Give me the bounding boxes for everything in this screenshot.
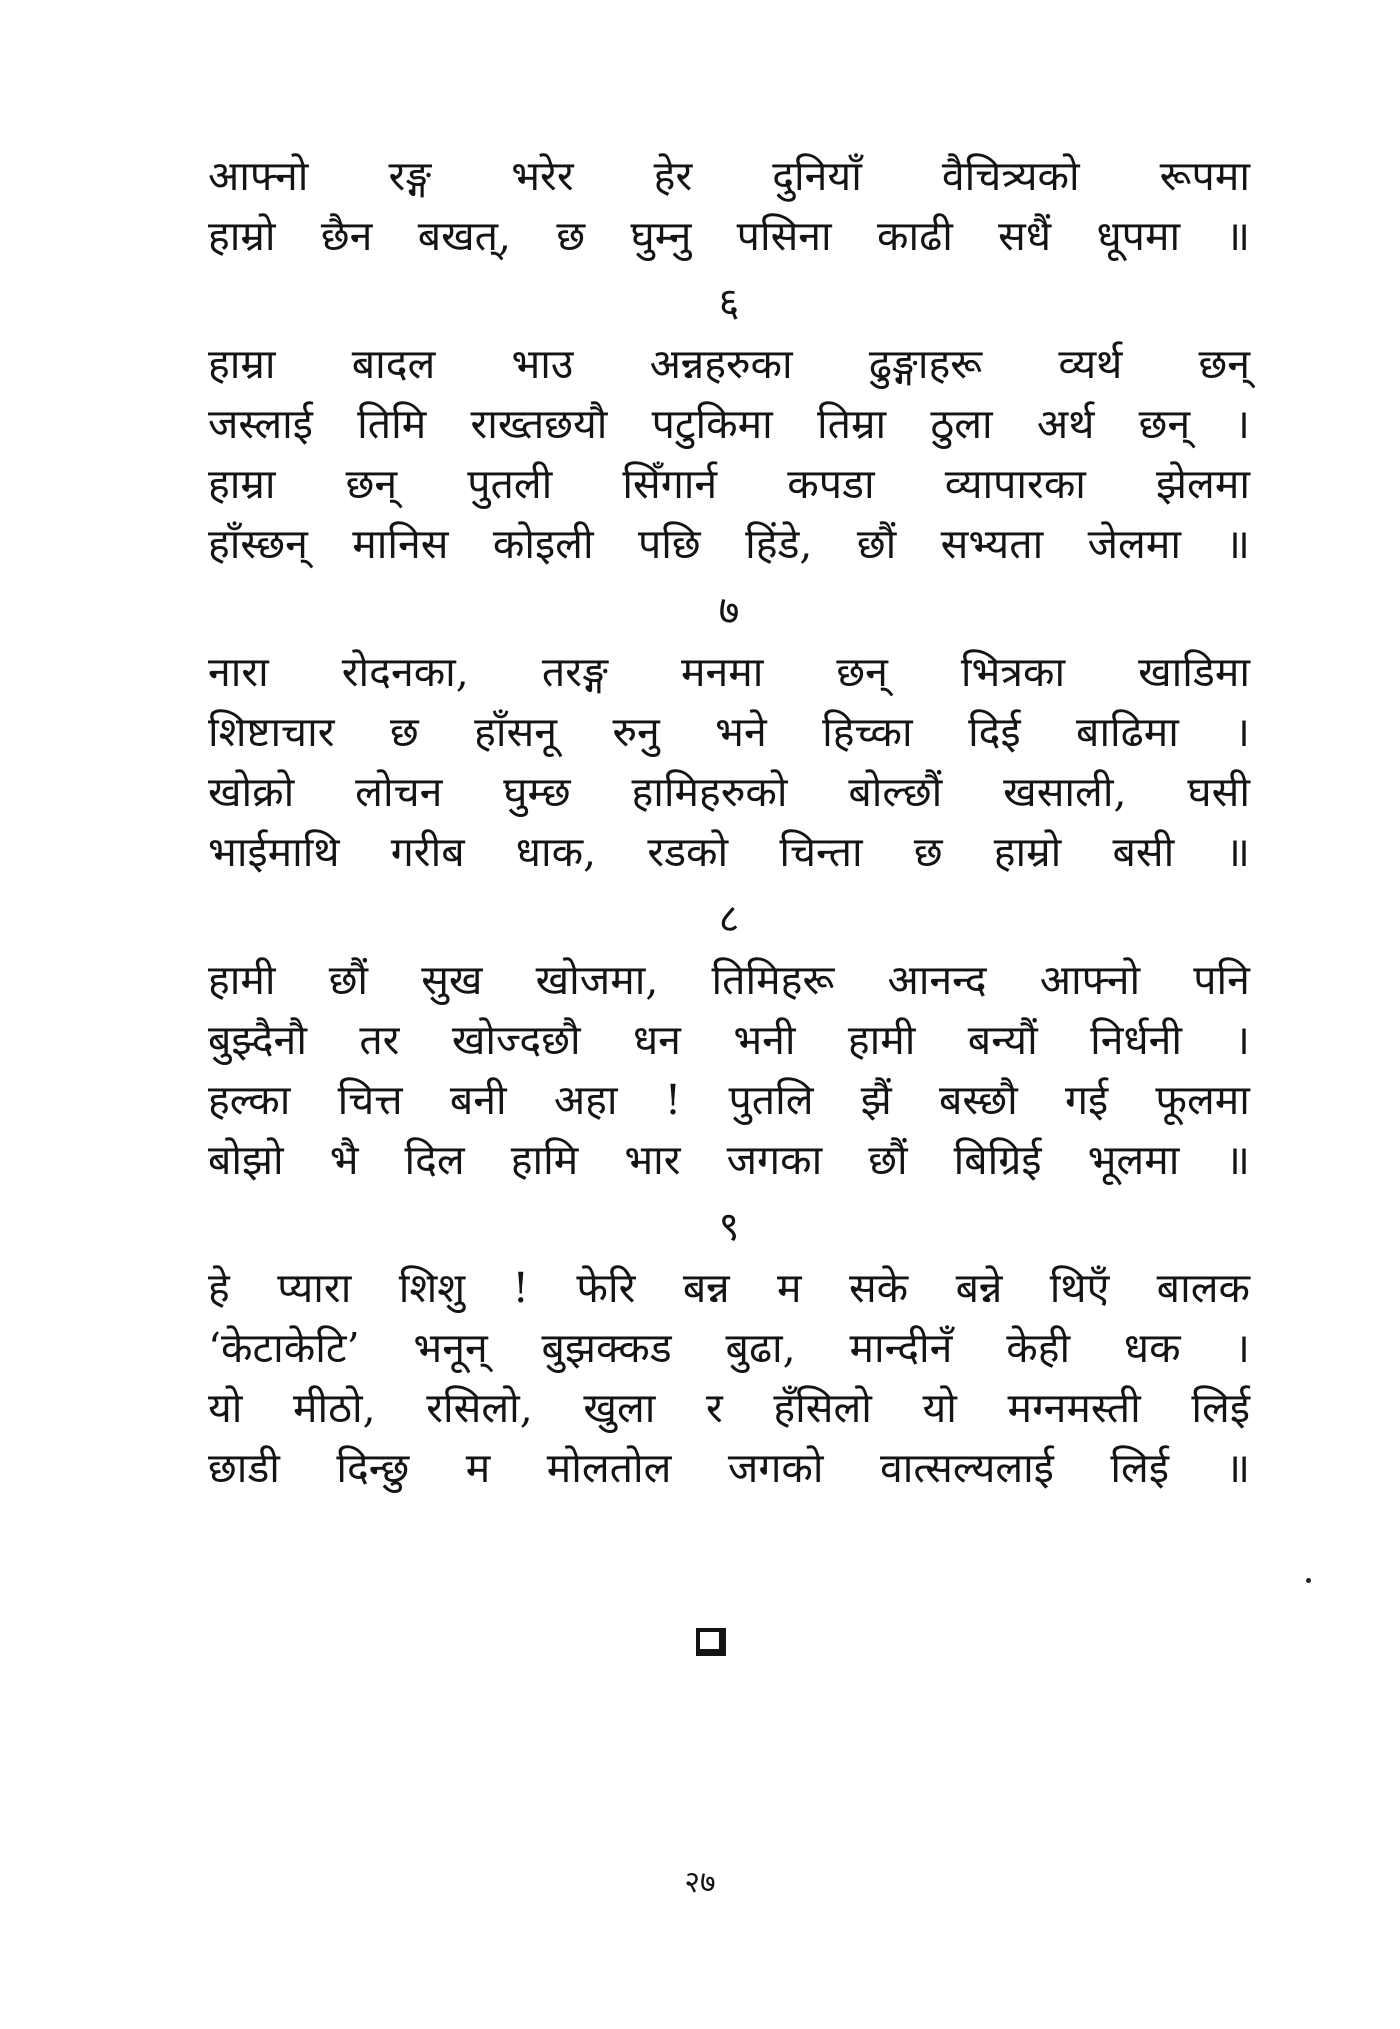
poem-word: घुम्छ: [503, 768, 571, 816]
poem-word: लिई: [1110, 1444, 1169, 1492]
poem-word: झेलमा: [1156, 460, 1250, 508]
poem-word: बन्ने: [955, 1264, 1003, 1312]
poem-word: पनि: [1193, 956, 1250, 1004]
poem-line: [208, 1130, 1250, 1190]
poem-line: [208, 1318, 1250, 1378]
poem-word: सधैं: [998, 212, 1052, 260]
poem-word: भै: [329, 1136, 359, 1184]
poem-word: तर: [359, 1016, 400, 1064]
poem-word: बन्न: [682, 1264, 730, 1312]
poem-word: छ: [556, 212, 586, 260]
poem-word: ॥: [1225, 212, 1250, 260]
poem-word: हामि: [510, 1136, 579, 1184]
poem-word: !: [664, 1076, 682, 1124]
stanza-8: [208, 950, 1250, 1190]
poem-word: ॥: [1225, 1444, 1250, 1492]
poem-word: रडको: [647, 828, 729, 876]
poem-word: बाढिमा: [1076, 708, 1179, 756]
poem-word: सिँगार्न: [622, 460, 718, 508]
poem-word: खुला: [583, 1384, 656, 1432]
poem-line: [208, 334, 1250, 394]
poem-word: छन्: [345, 460, 398, 508]
poem-word: जगको: [727, 1444, 824, 1492]
scan-speck: [1306, 1578, 1311, 1583]
poem-word: दुनियाँ: [772, 152, 862, 200]
poem-word: छन्: [836, 648, 888, 696]
poem-word: छौं: [856, 520, 897, 568]
poem-word: पुतलि: [728, 1076, 814, 1124]
poem-word: भित्रका: [960, 648, 1066, 696]
poem-body: [208, 146, 1250, 1498]
poem-word: राख्तछयौ: [470, 400, 608, 448]
poem-word: छौं: [868, 1136, 908, 1184]
poem-word: रसिलो,: [426, 1384, 533, 1432]
poem-word: दिई: [968, 708, 1021, 756]
poem-word: काढी: [877, 212, 953, 260]
poem-word: धूपमा: [1096, 212, 1181, 260]
poem-word: धाक,: [515, 828, 597, 876]
poem-word: रोदनका,: [341, 648, 469, 696]
poem-word: बुझ्दैनौ: [208, 1016, 307, 1064]
poem-word: तिमिहरू: [711, 956, 835, 1004]
poem-word: कोइली: [492, 520, 594, 568]
poem-word: बन्यौं: [967, 1016, 1038, 1064]
poem-word: बसी: [1112, 828, 1175, 876]
poem-word: ।: [1234, 400, 1250, 448]
poem-line: [208, 762, 1250, 822]
poem-word: खोक्रो: [208, 768, 295, 816]
poem-word: रूपमा: [1159, 152, 1250, 200]
poem-word: भरेर: [511, 152, 574, 200]
poem-word: हामी: [208, 956, 276, 1004]
poem-word: छैन: [320, 212, 373, 260]
poem-word: भाईमाथि: [208, 828, 340, 876]
poem-word: भाउ: [511, 340, 574, 388]
poem-word: ठुला: [930, 400, 993, 448]
poem-word: प्यारा: [277, 1264, 352, 1312]
poem-word: म: [777, 1264, 802, 1312]
poem-word: दिन्छु: [336, 1444, 410, 1492]
poem-word: पसिना: [736, 212, 832, 260]
poem-word: छन्: [1138, 400, 1191, 448]
poem-word: शिष्टाचार: [208, 708, 335, 756]
poem-word: यो: [922, 1384, 957, 1432]
stanza-number: ८: [718, 896, 740, 942]
poem-line: [208, 702, 1250, 762]
poem-word: सभ्यता: [940, 520, 1044, 568]
poem-word: छ: [389, 708, 419, 756]
poem-word: हे: [208, 1264, 230, 1312]
hollow-square-end-mark-icon: [696, 1628, 726, 1656]
poem-word: भनून्: [413, 1324, 488, 1372]
poem-word: झैं: [860, 1076, 892, 1124]
poem-word: बालक: [1156, 1264, 1250, 1312]
poem-word: आफ्नो: [1039, 956, 1141, 1004]
poem-word: आफ्नो: [208, 152, 309, 200]
poem-word: भूलमा: [1087, 1136, 1180, 1184]
poem-line: [208, 822, 1250, 882]
poem-word: छ: [913, 828, 943, 876]
poem-word: चित्त: [337, 1076, 403, 1124]
poem-word: हाम्रो: [993, 828, 1062, 876]
poem-line: [208, 950, 1250, 1010]
poem-word: खसाली,: [1003, 768, 1127, 816]
stanza-number: ६: [718, 280, 740, 326]
page-number: २७: [684, 1865, 716, 1900]
poem-word: पटुकिमा: [651, 400, 773, 448]
poem-word: तिमि: [357, 400, 427, 448]
stanza-6: [208, 334, 1250, 574]
poem-word: धन: [632, 1016, 681, 1064]
poem-word: खोजमा,: [535, 956, 659, 1004]
poem-word: थिएँ: [1049, 1264, 1110, 1312]
poem-word: म: [465, 1444, 491, 1492]
poem-word: सके: [848, 1264, 909, 1312]
poem-word: तरङ्ग: [541, 648, 608, 696]
poem-word: रङ्ग: [388, 152, 432, 200]
poem-word: ढुङ्गाहरू: [868, 340, 983, 388]
poem-word: हाँस्छन्: [208, 520, 308, 568]
poem-word: गई: [1064, 1076, 1109, 1124]
poem-word: बुझक्कड: [541, 1324, 672, 1372]
poem-word: भने: [715, 708, 767, 756]
poem-line: [208, 1070, 1250, 1130]
poem-line: [208, 454, 1250, 514]
poem-word: हाम्रा: [208, 340, 276, 388]
poem-line: [208, 1378, 1250, 1438]
poem-line: [208, 1010, 1250, 1070]
poem-word: अर्थ: [1036, 400, 1095, 448]
poem-word: गरीब: [390, 828, 465, 876]
poem-word: पुतली: [467, 460, 553, 508]
poem-word: हाम्रा: [208, 460, 276, 508]
poem-word: बखत्,: [417, 212, 512, 260]
poem-word: भनी: [733, 1016, 796, 1064]
poem-word: बिग्रिई: [953, 1136, 1042, 1184]
poem-word: हँसिलो: [773, 1384, 872, 1432]
poem-word: ॥: [1225, 828, 1250, 876]
poem-word: यो: [208, 1384, 243, 1432]
poem-word: ॥: [1225, 1136, 1250, 1184]
poem-word: शिशु: [398, 1264, 466, 1312]
poem-word: हामिहरुको: [631, 768, 788, 816]
poem-word: भार: [624, 1136, 681, 1184]
poem-word: खोज्दछौ: [451, 1016, 581, 1064]
poem-word: निर्धनी: [1090, 1016, 1183, 1064]
poem-line: [208, 146, 1250, 206]
poem-word: वैचित्र्यको: [941, 152, 1080, 200]
stanza-number: ९: [718, 1204, 740, 1250]
poem-word: लोचन: [355, 768, 443, 816]
poem-word: मान्दीनँ: [849, 1324, 953, 1372]
poem-word: आनन्द: [887, 956, 987, 1004]
poem-word: बोल्छौं: [848, 768, 943, 816]
poem-word: अन्नहरुका: [649, 340, 793, 388]
poem-word: लिई: [1191, 1384, 1250, 1432]
poem-word: धक: [1123, 1324, 1181, 1372]
poem-word: हाँसनू: [474, 708, 557, 756]
poem-word: बोझो: [208, 1136, 284, 1184]
poem-word: ‘केटाकेटि’: [208, 1324, 360, 1372]
poem-word: ।: [1234, 1324, 1250, 1372]
poem-word: केही: [1006, 1324, 1071, 1372]
stanza-9: [208, 1258, 1250, 1498]
poem-word: !: [512, 1264, 530, 1312]
poem-word: तिम्रा: [817, 400, 887, 448]
poem-word: घसी: [1187, 768, 1250, 816]
poem-word: नारा: [208, 648, 269, 696]
poem-word: मीठो,: [293, 1384, 376, 1432]
poem-word: चिन्ता: [779, 828, 863, 876]
poem-word: बादल: [351, 340, 436, 388]
poem-line: [208, 206, 1250, 266]
poem-word: रुनु: [612, 708, 660, 756]
stanza-continued: [208, 146, 1250, 266]
poem-line: [208, 394, 1250, 454]
poem-word: व्यर्थ: [1058, 340, 1123, 388]
poem-word: घुम्नु: [630, 212, 692, 260]
poem-word: जेलमा: [1087, 520, 1181, 568]
poem-word: खाडिमा: [1138, 648, 1250, 696]
poem-word: हामी: [847, 1016, 916, 1064]
poem-word: मनमा: [680, 648, 764, 696]
poem-line: [208, 1438, 1250, 1498]
poem-word: हल्का: [208, 1076, 291, 1124]
poem-word: सुख: [421, 956, 483, 1004]
poem-word: अहा: [553, 1076, 618, 1124]
poem-line: [208, 642, 1250, 702]
poem-word: छाडी: [208, 1444, 280, 1492]
poem-line: [208, 514, 1250, 574]
poem-line: [208, 1258, 1250, 1318]
poem-word: हाम्रो: [208, 212, 276, 260]
poem-word: ।: [1234, 708, 1250, 756]
poem-word: हिच्का: [822, 708, 913, 756]
poem-word: फूलमा: [1155, 1076, 1250, 1124]
poem-word: हिंडे,: [745, 520, 813, 568]
poem-word: जगका: [726, 1136, 823, 1184]
poem-word: बुढा,: [725, 1324, 796, 1372]
poem-word: मग्नमस्ती: [1007, 1384, 1141, 1432]
poem-word: मोलतोल: [546, 1444, 672, 1492]
poem-word: फेरि: [576, 1264, 636, 1312]
poem-word: व्यापारका: [944, 460, 1086, 508]
poem-word: ।: [1234, 1016, 1250, 1064]
poem-word: छौं: [328, 956, 369, 1004]
poem-word: दिल: [404, 1136, 465, 1184]
poem-word: जस्लाई: [208, 400, 313, 448]
poem-word: मानिस: [352, 520, 449, 568]
stanza-7: [208, 642, 1250, 882]
poem-word: ॥: [1225, 520, 1250, 568]
poem-word: कपडा: [787, 460, 875, 508]
poem-word: पछि: [638, 520, 701, 568]
stanza-number: ७: [718, 588, 740, 634]
poem-word: हेर: [653, 152, 693, 200]
poem-word: छन्: [1198, 340, 1250, 388]
poem-word: र: [706, 1384, 723, 1432]
poem-word: बस्छौ: [938, 1076, 1018, 1124]
poem-word: वात्सल्यलाई: [880, 1444, 1054, 1492]
poem-word: बनी: [449, 1076, 507, 1124]
